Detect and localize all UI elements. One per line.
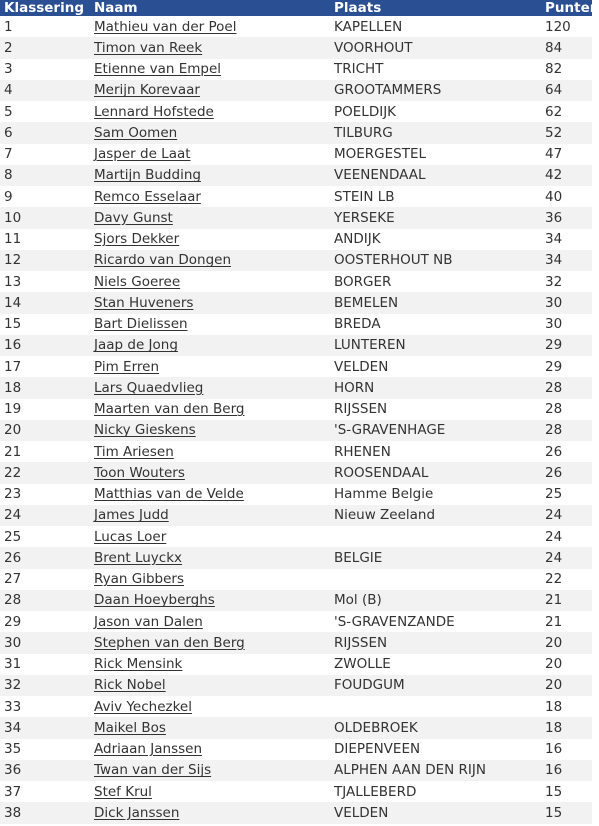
name-cell	[93, 656, 334, 672]
points-cell: 40	[545, 188, 563, 205]
table-row	[0, 802, 592, 823]
place-cell: OOSTERHOUT NB	[334, 252, 453, 269]
points-cell: 28	[545, 379, 563, 396]
points-cell: 20	[545, 677, 563, 694]
rider-name-link[interactable]: Maarten van den Berg	[94, 401, 245, 418]
rider-name-link[interactable]: Jaap de Jong	[94, 337, 178, 354]
rank-cell: 17	[4, 358, 22, 375]
points-cell: 26	[545, 443, 563, 460]
rider-name-link[interactable]: Jasper de Laat	[94, 146, 191, 163]
rider-name-link[interactable]: Lars Quaedvlieg	[94, 379, 204, 396]
points-cell: 29	[545, 337, 563, 354]
table-row	[0, 399, 592, 420]
rider-name-link[interactable]: Ryan Gibbers	[94, 571, 184, 588]
rider-name-link[interactable]: Stephen van den Berg	[94, 634, 245, 651]
rank-cell: 12	[4, 252, 22, 269]
points-cell: 20	[545, 656, 563, 673]
rank-cell: 21	[4, 443, 22, 460]
name-cell	[93, 635, 334, 651]
name-cell	[93, 189, 334, 205]
place-cell: BELGIE	[334, 549, 383, 566]
rider-name-link[interactable]: Sjors Dekker	[94, 231, 180, 248]
rider-name-link[interactable]: Ricardo van Dongen	[94, 252, 232, 269]
points-cell: 120	[545, 18, 571, 35]
place-cell: MOERGESTEL	[334, 146, 427, 163]
column-header-name: Naam	[94, 0, 138, 16]
place-cell: BEMELEN	[334, 294, 399, 311]
points-cell: 18	[545, 698, 563, 715]
rank-cell: 5	[4, 103, 13, 120]
name-cell	[93, 422, 334, 438]
table-row	[0, 547, 592, 568]
table-row	[0, 271, 592, 292]
name-cell	[93, 444, 334, 460]
name-cell	[93, 274, 334, 290]
name-cell	[93, 380, 334, 396]
place-cell: TILBURG	[334, 124, 393, 141]
rider-name-link[interactable]: Davy Gunst	[94, 209, 173, 226]
place-cell: VELDEN	[334, 804, 389, 821]
name-cell	[93, 295, 334, 311]
column-header-rank: Klassering	[4, 0, 84, 16]
place-cell: TJALLEBERD	[334, 783, 417, 800]
table-row	[0, 696, 592, 717]
name-cell	[93, 359, 334, 375]
table-row	[0, 441, 592, 462]
place-cell: ROOSENDAAL	[334, 464, 429, 481]
place-cell: VOORHOUT	[334, 39, 413, 56]
table-row	[0, 292, 592, 313]
points-cell: 30	[545, 294, 563, 311]
place-cell: HORN	[334, 379, 375, 396]
rider-name-link[interactable]: Rick Nobel	[94, 677, 166, 694]
table-row	[0, 462, 592, 483]
rank-cell: 27	[4, 571, 22, 588]
points-cell: 15	[545, 804, 563, 821]
column-header-points: Punten	[545, 0, 599, 16]
place-cell: TRICHT	[334, 61, 384, 78]
place-cell: YERSEKE	[334, 209, 395, 226]
points-cell: 21	[545, 592, 563, 609]
table-row	[0, 37, 592, 58]
place-cell: Nieuw Zeeland	[334, 507, 436, 524]
table-row	[0, 101, 592, 122]
name-cell	[93, 529, 334, 545]
rider-name-link[interactable]: Mathieu van der Poel	[94, 18, 237, 35]
points-cell: 18	[545, 719, 563, 736]
name-cell	[93, 337, 334, 353]
place-cell: ALPHEN AAN DEN RIJN	[334, 762, 486, 779]
table-row	[0, 484, 592, 505]
table-row	[0, 611, 592, 632]
points-cell: 52	[545, 124, 563, 141]
rank-cell: 1	[4, 18, 13, 35]
rider-name-link[interactable]: Merijn Korevaar	[94, 82, 200, 99]
rank-cell: 34	[4, 719, 22, 736]
points-cell: 28	[545, 422, 563, 439]
place-cell: STEIN LB	[334, 188, 395, 205]
points-cell: 29	[545, 358, 563, 375]
rank-cell: 33	[4, 698, 22, 715]
place-cell: LUNTEREN	[334, 337, 406, 354]
rider-name-link[interactable]: Martijn Budding	[94, 167, 201, 184]
rider-name-link[interactable]: Nicky Gieskens	[94, 422, 196, 439]
place-cell: ZWOLLE	[334, 656, 391, 673]
name-cell	[93, 125, 334, 141]
rider-name-link[interactable]: James Judd	[94, 507, 169, 524]
points-cell: 62	[545, 103, 563, 120]
name-cell	[93, 805, 334, 821]
name-cell	[93, 82, 334, 98]
table-row	[0, 590, 592, 611]
rider-name-link[interactable]: Stan Huveners	[94, 294, 194, 311]
table-row	[0, 505, 592, 526]
place-cell: 'S-GRAVENHAGE	[334, 422, 446, 439]
rank-cell: 26	[4, 549, 22, 566]
rank-cell: 24	[4, 507, 22, 524]
name-cell	[93, 61, 334, 77]
table-row	[0, 377, 592, 398]
rank-cell: 36	[4, 762, 22, 779]
table-row	[0, 207, 592, 228]
rank-cell: 4	[4, 82, 13, 99]
rank-cell: 35	[4, 741, 22, 758]
table-row	[0, 250, 592, 271]
name-cell	[93, 507, 334, 523]
rank-cell: 38	[4, 804, 22, 821]
place-cell: Mol (B)	[334, 592, 382, 609]
rider-name-link[interactable]: Timon van Reek	[94, 39, 203, 56]
place-cell: VEENENDAAL	[334, 167, 426, 184]
name-cell	[93, 592, 334, 608]
rank-cell: 31	[4, 656, 22, 673]
name-cell	[93, 784, 334, 800]
points-cell: 32	[545, 273, 563, 290]
points-cell: 24	[545, 528, 563, 545]
rank-cell: 3	[4, 61, 13, 78]
name-cell	[93, 720, 334, 736]
name-cell	[93, 762, 334, 778]
rank-cell: 18	[4, 379, 22, 396]
rank-cell: 11	[4, 231, 22, 248]
points-cell: 16	[545, 762, 563, 779]
place-cell: 'S-GRAVENZANDE	[334, 613, 455, 630]
rank-cell: 8	[4, 167, 13, 184]
place-cell: VELDEN	[334, 358, 389, 375]
rank-cell: 15	[4, 316, 22, 333]
table-row	[0, 229, 592, 250]
rider-name-link[interactable]: Lennard Hofstede	[94, 103, 214, 120]
place-cell: FOUDGUM	[334, 677, 405, 694]
rank-cell: 32	[4, 677, 22, 694]
name-cell	[93, 316, 334, 332]
name-cell	[93, 167, 334, 183]
name-cell	[93, 571, 334, 587]
table-row	[0, 144, 592, 165]
rank-cell: 10	[4, 209, 22, 226]
rank-cell: 14	[4, 294, 22, 311]
table-row	[0, 675, 592, 696]
table-body	[0, 16, 592, 824]
rider-name-link[interactable]: Twan van der Sijs	[94, 762, 212, 779]
place-cell: BORGER	[334, 273, 392, 290]
place-cell: KAPELLEN	[334, 18, 403, 35]
points-cell: 25	[545, 486, 563, 503]
points-cell: 30	[545, 316, 563, 333]
rank-cell: 13	[4, 273, 22, 290]
table-row	[0, 420, 592, 441]
table-row	[0, 781, 592, 802]
table-row	[0, 760, 592, 781]
rider-name-link[interactable]: Pim Erren	[94, 358, 159, 375]
points-cell: 28	[545, 401, 563, 418]
place-cell: DIEPENVEEN	[334, 741, 421, 758]
name-cell	[93, 252, 334, 268]
points-cell: 24	[545, 549, 563, 566]
table-header	[0, 0, 599, 16]
place-cell: ANDIJK	[334, 231, 381, 248]
rank-cell: 25	[4, 528, 22, 545]
points-cell: 21	[545, 613, 563, 630]
rider-name-link[interactable]: Brent Luyckx	[94, 549, 183, 566]
name-cell	[93, 465, 334, 481]
points-cell: 34	[545, 252, 563, 269]
rider-name-link[interactable]: Tim Ariesen	[94, 443, 174, 460]
table-row	[0, 335, 592, 356]
place-cell: RHENEN	[334, 443, 391, 460]
name-cell	[93, 401, 334, 417]
points-cell: 26	[545, 464, 563, 481]
points-cell: 82	[545, 61, 563, 78]
points-cell: 15	[545, 783, 563, 800]
table-row	[0, 654, 592, 675]
name-cell	[93, 550, 334, 566]
rider-name-link[interactable]: Toon Wouters	[94, 464, 185, 481]
rider-name-link[interactable]: Dick Janssen	[94, 804, 180, 821]
name-cell	[93, 486, 334, 502]
rank-cell: 28	[4, 592, 22, 609]
points-cell: 42	[545, 167, 563, 184]
points-cell: 20	[545, 634, 563, 651]
rider-name-link[interactable]: Adriaan Janssen	[94, 741, 202, 758]
name-cell	[93, 741, 334, 757]
name-cell	[93, 104, 334, 120]
place-cell: OLDEBROEK	[334, 719, 418, 736]
rider-name-link[interactable]: Daan Hoeyberghs	[94, 592, 215, 609]
table-row	[0, 526, 592, 547]
rider-name-link[interactable]: Matthias van de Velde	[94, 486, 244, 503]
place-cell: BREDA	[334, 316, 381, 333]
rank-cell: 20	[4, 422, 22, 439]
rider-name-link[interactable]: Sam Oomen	[94, 124, 178, 141]
name-cell	[93, 677, 334, 693]
points-cell: 84	[545, 39, 563, 56]
column-header-place: Plaats	[334, 0, 382, 16]
points-cell: 24	[545, 507, 563, 524]
points-cell: 47	[545, 146, 563, 163]
place-cell: RIJSSEN	[334, 401, 388, 418]
rider-name-link[interactable]: Stef Krul	[94, 783, 152, 800]
points-cell: 16	[545, 741, 563, 758]
place-cell: POELDIJK	[334, 103, 397, 120]
rider-name-link[interactable]: Rick Mensink	[94, 656, 183, 673]
rider-name-link[interactable]: Aviv Yechezkel	[94, 698, 192, 715]
place-cell: RIJSSEN	[334, 634, 388, 651]
name-cell	[93, 19, 334, 35]
name-cell	[93, 231, 334, 247]
table-row	[0, 122, 592, 143]
name-cell	[93, 40, 334, 56]
rank-cell: 9	[4, 188, 13, 205]
name-cell	[93, 146, 334, 162]
rank-cell: 23	[4, 486, 22, 503]
rank-cell: 16	[4, 337, 22, 354]
table-row	[0, 569, 592, 590]
rider-name-link[interactable]: Remco Esselaar	[94, 188, 201, 205]
table-row	[0, 632, 592, 653]
points-cell: 22	[545, 571, 563, 588]
rank-cell: 19	[4, 401, 22, 418]
table-row	[0, 165, 592, 186]
table-row	[0, 356, 592, 377]
rank-cell: 7	[4, 146, 13, 163]
rank-cell: 6	[4, 124, 13, 141]
rider-name-link[interactable]: Bart Dielissen	[94, 316, 188, 333]
table-row	[0, 59, 592, 80]
rank-cell: 30	[4, 634, 22, 651]
place-cell: Hamme Belgie	[334, 486, 434, 503]
rank-cell: 22	[4, 464, 22, 481]
rank-cell: 37	[4, 783, 22, 800]
rider-name-link[interactable]: Maikel Bos	[94, 719, 166, 736]
points-cell: 34	[545, 231, 563, 248]
table-row	[0, 16, 592, 37]
rider-name-link[interactable]: Etienne van Empel	[94, 61, 222, 78]
table-row	[0, 739, 592, 760]
rank-cell: 29	[4, 613, 22, 630]
rider-name-link[interactable]: Lucas Loer	[94, 528, 167, 545]
table-row	[0, 186, 592, 207]
points-cell: 36	[545, 209, 563, 226]
rank-cell: 2	[4, 39, 13, 56]
table-row	[0, 717, 592, 738]
points-cell: 64	[545, 82, 563, 99]
rider-name-link[interactable]: Jason van Dalen	[94, 613, 203, 630]
table-row	[0, 314, 592, 335]
rider-name-link[interactable]: Niels Goeree	[94, 273, 181, 290]
table-row	[0, 80, 592, 101]
name-cell	[93, 210, 334, 226]
name-cell	[93, 614, 334, 630]
name-cell	[93, 699, 334, 715]
place-cell: GROOTAMMERS	[334, 82, 442, 99]
